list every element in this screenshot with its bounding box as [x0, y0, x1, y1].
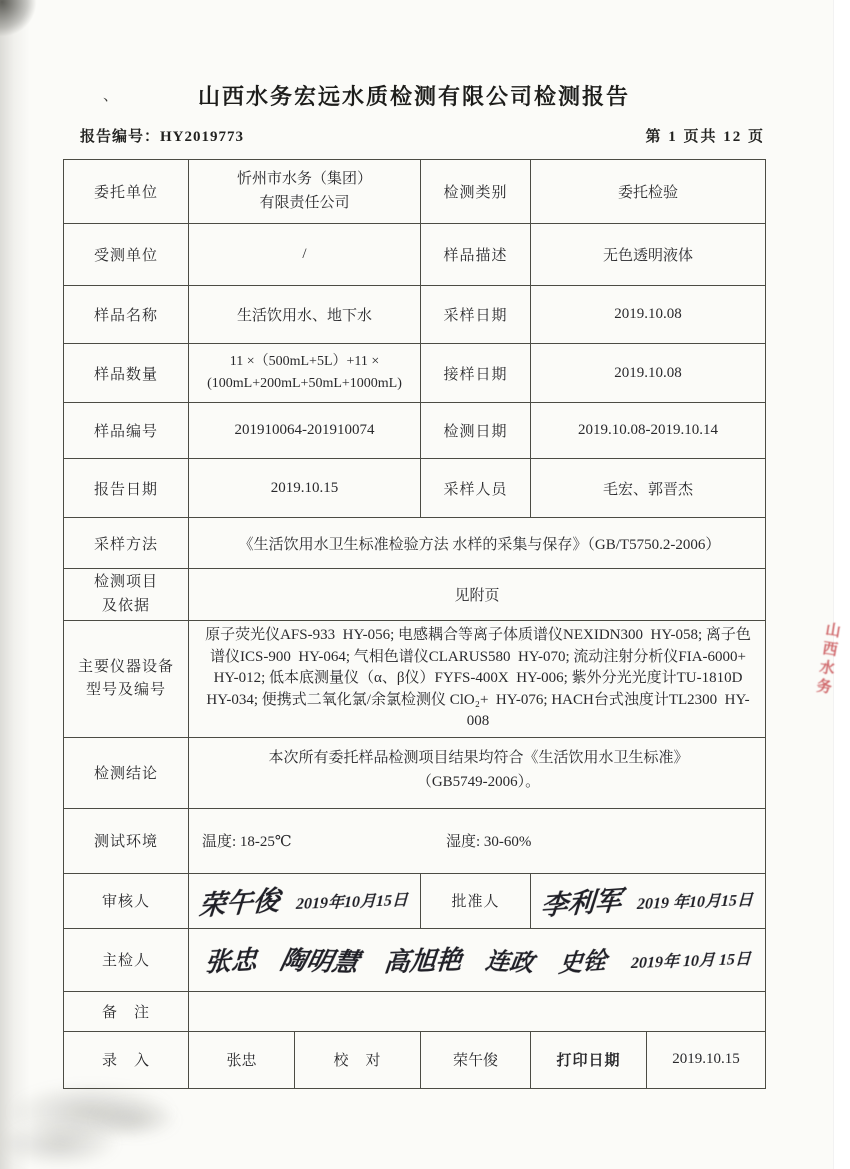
row-sample-qty — [64, 344, 766, 403]
tested-unit-value: / — [189, 224, 421, 286]
test-items-label-line1: 检测项目 — [93, 574, 158, 591]
report-number-label: 报告编号： — [80, 129, 161, 145]
reviewer-date: 2019年10月15日 — [295, 892, 409, 913]
environment-value — [189, 808, 766, 873]
conclusion-label: 检测结论 — [64, 737, 189, 808]
row-report-date — [64, 459, 766, 518]
reviewer-signature: 荣午俊 — [197, 885, 281, 921]
row-inspectors — [64, 928, 766, 991]
scan-paper-edge — [833, 0, 850, 1169]
humidity-value: 湿度: 30-60% — [446, 834, 532, 850]
instruments-label-line2: 型号及编号 — [85, 681, 166, 698]
row-reviewer — [64, 873, 766, 928]
instruments-value: 原子荧光仪AFS-933 HY-056; 电感耦合等离子体质谱仪NEXIDN300 HY-058; 离子色谱仪ICS-900 HY-064; 气相色谱仪CLARUS580 HY-070; 流动注射分析仪FIA-6000+ HY-012; 低本底测量仪（α、β仪）FYFS-400X HY-006; 紫外分光光度计TU-1810D HY-034; 便携式二氧化氯/余氯检测仪 ClO₂+ HY-076; HACH台式浊度计TL2300 HY-008 — [189, 621, 766, 738]
sample-qty-value — [189, 344, 421, 403]
receive-date-value: 2019.10.08 — [531, 344, 766, 403]
inspectors-date: 2019年 10月 15日 — [630, 950, 752, 973]
sampling-date-label: 采样日期 — [421, 286, 531, 344]
row-tested-unit — [64, 224, 766, 286]
sample-qty-line1: 11 ×（500mL+5L）+11 × — [229, 354, 380, 370]
client-label: 委托单位 — [64, 160, 189, 224]
row-test-items — [64, 569, 766, 621]
receive-date-label: 接样日期 — [421, 344, 531, 403]
report-date-label: 报告日期 — [64, 459, 189, 518]
sample-no-value: 201910064-201910074 — [189, 403, 421, 459]
proofreader-label: 校 对 — [295, 1031, 421, 1088]
inspectors-signature-cell — [189, 928, 766, 991]
sampling-method-value: 《生活饮用水卫生标准检验方法 水样的采集与保存》（GB/T5750.2-2006） — [189, 518, 766, 569]
client-value — [189, 160, 421, 224]
row-sample-name — [64, 286, 766, 344]
stray-tick-mark: 、 — [103, 88, 119, 104]
print-date-value: 2019.10.15 — [647, 1031, 766, 1088]
report-number-value: HY2019773 — [160, 129, 245, 145]
report-table — [63, 159, 766, 1089]
sample-name-value: 生活饮用水、地下水 — [189, 286, 421, 344]
row-sample-no — [64, 403, 766, 459]
print-date-label: 打印日期 — [531, 1031, 647, 1088]
client-value-line2: 有限责任公司 — [259, 194, 350, 211]
red-seal-fragment: 山西水务 — [813, 620, 841, 699]
instruments-label-line1: 主要仪器设备 — [77, 658, 174, 675]
inspector-signature-1: 张忠 — [204, 945, 258, 978]
inspector-signature-2: 陶明慧 — [277, 945, 363, 978]
sample-qty-line2: (100mL+200mL+50mL+1000mL) — [207, 376, 402, 391]
sampling-date-value: 2019.10.08 — [531, 286, 766, 344]
row-client — [64, 160, 766, 224]
remark-value — [189, 991, 766, 1031]
conclusion-line2: （GB5749-2006）。 — [416, 773, 541, 790]
sample-desc-label: 样品描述 — [421, 224, 531, 286]
sample-qty-label: 样品数量 — [64, 344, 189, 403]
conclusion-value — [189, 737, 766, 808]
test-date-value: 2019.10.08-2019.10.14 — [531, 403, 766, 459]
report-date-value: 2019.10.15 — [189, 459, 421, 518]
reviewer-signature-cell — [189, 873, 421, 928]
inspectors-label: 主检人 — [64, 928, 189, 991]
conclusion-line1: 本次所有委托样品检测项目结果均符合《生活饮用水卫生标准》 — [268, 749, 689, 766]
row-sampling-method — [64, 518, 766, 569]
row-entry — [64, 1031, 766, 1088]
entry-value: 张忠 — [189, 1031, 295, 1088]
temperature-value: 温度: 18-25℃ — [202, 834, 292, 850]
approver-signature-cell — [531, 873, 766, 928]
sample-name-label: 样品名称 — [64, 286, 189, 344]
approver-date: 2019 年10月15日 — [636, 891, 754, 914]
scan-smudge — [90, 1100, 180, 1140]
tested-unit-label: 受测单位 — [64, 224, 189, 286]
report-title: 山西水务宏远水质检测有限公司检测报告 — [197, 84, 630, 109]
page-indicator: 第 1 页共 12 页 — [645, 129, 765, 145]
sampling-method-label: 采样方法 — [64, 518, 189, 569]
proofreader-value: 荣午俊 — [421, 1031, 531, 1088]
test-items-label — [64, 569, 189, 621]
test-items-label-line2: 及依据 — [101, 597, 150, 614]
test-date-label: 检测日期 — [421, 403, 531, 459]
approver-signature: 李利军 — [539, 885, 623, 921]
inspector-signature-3: 高旭艳 — [382, 945, 463, 978]
client-value-line1: 忻州市水务（集团） — [237, 171, 373, 188]
reviewer-label: 审核人 — [64, 873, 189, 928]
entry-label: 录 入 — [64, 1031, 189, 1088]
inspector-signature-4: 连政 — [483, 948, 536, 978]
test-type-label: 检测类别 — [421, 160, 531, 224]
scan-smudge — [6, 1082, 176, 1142]
row-environment — [64, 808, 766, 873]
sample-desc-value: 无色透明液体 — [531, 224, 766, 286]
remark-label: 备 注 — [64, 991, 189, 1031]
row-instruments — [64, 621, 766, 738]
sampler-label: 采样人员 — [421, 459, 531, 518]
test-items-value: 见附页 — [189, 569, 766, 621]
instruments-label — [64, 621, 189, 738]
environment-label: 测试环境 — [64, 808, 189, 873]
test-type-value: 委托检验 — [531, 160, 766, 224]
sampler-value: 毛宏、郭晋杰 — [531, 459, 766, 518]
row-remark — [64, 991, 766, 1031]
scan-smudge — [0, 1120, 120, 1168]
sample-no-label: 样品编号 — [64, 403, 189, 459]
approver-label: 批准人 — [421, 873, 531, 928]
inspector-signature-5: 史铨 — [557, 948, 608, 978]
report-meta-row — [63, 125, 765, 146]
row-conclusion — [64, 737, 766, 808]
report-number — [63, 125, 244, 146]
